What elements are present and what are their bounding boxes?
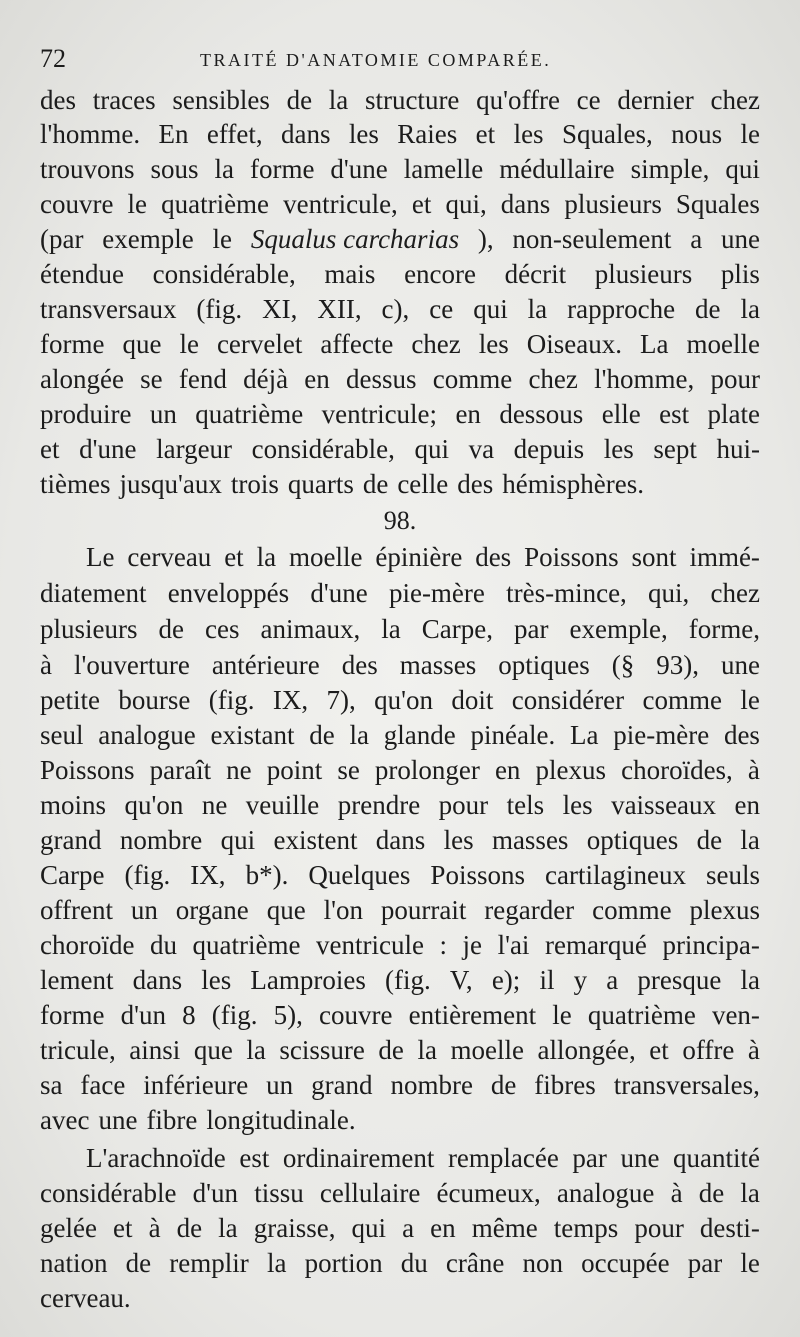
text-line: seul analogue existant de la glande pinéale. La pie-mère des xyxy=(40,720,760,750)
text-line: grand nombre qui existent dans les masses optiques de la xyxy=(40,825,760,855)
text-line: étendue considérable, mais encore décrit plusieurs plis xyxy=(40,259,760,289)
text-line: petite bourse (fig. IX, 7), qu'on doit considérer comme le xyxy=(40,685,760,715)
text-line: Carpe (fig. IX, b*). Quelques Poissons cartilagineux seuls xyxy=(40,860,760,890)
text-line: nation de remplir la portion du crâne non occupée par le xyxy=(40,1248,760,1278)
running-head: TRAITÉ D'ANATOMIE COMPARÉE. xyxy=(200,50,552,70)
text-line: tricule, ainsi que la scissure de la moelle allongée, et offre à xyxy=(40,1035,760,1065)
paragraph-number: 98. xyxy=(383,506,417,535)
text-line: Poissons paraît ne point se prolonger en plexus choroïdes, à xyxy=(40,755,760,785)
text-line: forme d'un 8 (fig. 5), couvre entièrement le quatrième ven- xyxy=(40,1000,760,1030)
text-line: et d'une largeur considérable, qui va depuis les sept hui- xyxy=(40,434,760,464)
text-line: transversaux (fig. XI, XII, c), ce qui la rapproche de la xyxy=(40,294,760,324)
page-number: 72 xyxy=(40,44,66,73)
text-line: produire un quatrième ventricule; en dessous elle est plate xyxy=(40,399,760,429)
text-line: tièmes jusqu'aux trois quarts de celle des hémisphères. xyxy=(40,469,645,499)
text-line: gelée et à de la graisse, qui a en même temps pour desti- xyxy=(40,1213,760,1243)
text-line: à l'ouverture antérieure des masses optiques (§ 93), une xyxy=(40,650,760,680)
text-line: considérable d'un tissu cellulaire écumeux, analogue à de la xyxy=(40,1178,760,1208)
text-line: lement dans les Lamproies (fig. V, e); il y a presque la xyxy=(40,965,760,995)
text-line: Le cerveau et la moelle épinière des Poissons sont immé- xyxy=(86,542,760,572)
text-line: offrent un organe que l'on pourrait regarder comme plexus xyxy=(40,895,760,925)
text-line: trouvons sous la forme d'une lamelle médullaire simple, qui xyxy=(40,154,760,184)
text-line: l'homme. En effet, dans les Raies et les Squales, nous le xyxy=(40,119,760,149)
text-line: moins qu'on ne veuille prendre pour tels les vaisseaux en xyxy=(40,790,760,820)
text-line: avec une fibre longitudinale. xyxy=(40,1105,356,1135)
text-line: sa face inférieure un grand nombre de fibres transversales, xyxy=(40,1070,760,1100)
text-line: forme que le cervelet affecte chez les Oiseaux. La moelle xyxy=(40,329,760,359)
text-line: alongée se fend déjà en dessus comme chez l'homme, pour xyxy=(40,364,760,394)
text-line: L'arachnoïde est ordinairement remplacée par une quantité xyxy=(86,1143,760,1173)
text-line: couvre le quatrième ventricule, et qui, dans plusieurs Squales xyxy=(40,189,760,219)
text-line: des traces sensibles de la structure qu'offre ce dernier chez xyxy=(40,85,760,115)
page-header xyxy=(40,44,760,74)
text-line: cerveau. xyxy=(40,1283,131,1313)
text-line: plusieurs de ces animaux, la Carpe, par exemple, forme, xyxy=(40,614,760,644)
text-line: diatement enveloppés d'une pie-mère très-mince, qui, chez xyxy=(40,578,760,608)
text-line: (par exemple le Squalus carcharias ), non-seulement a une xyxy=(40,224,760,254)
text-line: choroïde du quatrième ventricule : je l'ai remarqué principa- xyxy=(40,930,760,960)
